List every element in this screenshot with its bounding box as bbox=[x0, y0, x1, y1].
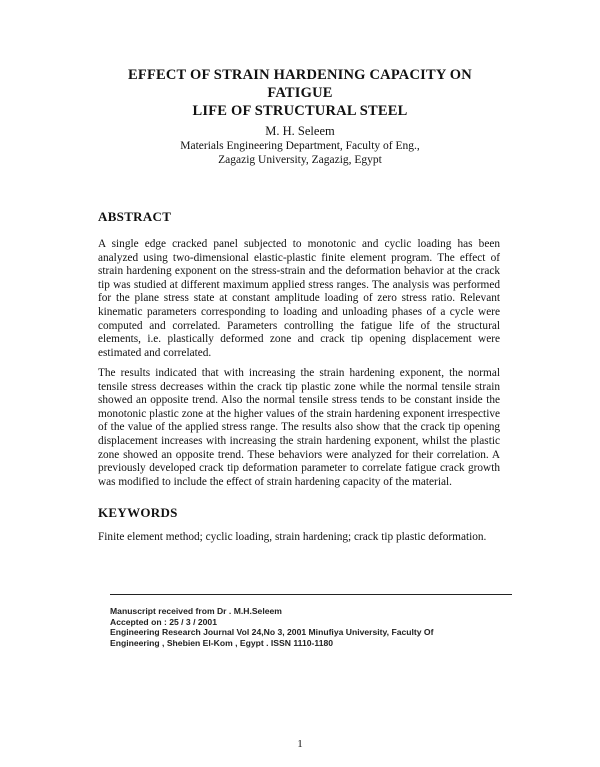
author-name: M. H. Seleem bbox=[265, 124, 335, 138]
abstract-paragraph-2: The results indicated that with increasing the strain hardening exponent, the normal tensile stress decreases within the crack tip plastic zone while the normal tensile strain showed an opposite trend. Also the normal tensile stress tends to be constant inside the monotonic plastic zone at the higher values of the strain hardening exponent irrespective of the value of the applied stress range. The results also show that the crack tip opening displacement increases with increasing the strain hardening exponent, whilst the plastic zone showed an opposite trend. These behaviors were analyzed for their correlation. A previously developed crack tip deformation parameter to correlate fatigue crack growth was modified to include the effect of strain hardening capacity of the material. bbox=[98, 367, 500, 488]
paper-title-line-1: EFFECT OF STRAIN HARDENING CAPACITY ON FATIGUE bbox=[128, 67, 472, 101]
page-number: 1 bbox=[297, 738, 303, 750]
footnote-journal: Engineering Research Journal Vol 24,No 3, 2001 Minufiya University, Faculty Of bbox=[110, 627, 434, 638]
abstract-paragraph-1: A single edge cracked panel subjected to monotonic and cyclic loading has been analyzed using two-dimensional elastic-plastic finite element program. The effect of strain hardening exponent on the stress-strain and the deformation behavior at the crack tip was studied at different maximum applied stress ranges. The analysis was performed for the plane stress state at constant amplitude loading of zero stress ratio. Relevant kinematic parameters corresponding to loading and unloading phases of a cycle were computed and correlated. Parameters controlling the fatigue life of the structural elements, i.e. plastically deformed zone and crack tip opening displacement were estimated and correlated. bbox=[98, 238, 500, 359]
keywords-heading: KEYWORDS bbox=[98, 505, 178, 520]
keywords-text: Finite element method; cyclic loading, strain hardening; crack tip plastic deformation. bbox=[98, 531, 487, 543]
footnote-received: Manuscript received from Dr . M.H.Seleem bbox=[110, 606, 282, 616]
manuscript-footnote bbox=[110, 606, 520, 648]
footnote-accepted: Accepted on : 25 / 3 / 2001 bbox=[110, 616, 217, 627]
paper-title-line-2: LIFE OF STRUCTURAL STEEL bbox=[192, 103, 408, 119]
footnote-journal-cont: Engineering , Shebien El-Kom , Egypt . ISSN 1110-1180 bbox=[110, 637, 334, 648]
footnote-divider bbox=[110, 594, 512, 595]
paper-title bbox=[100, 66, 500, 120]
affiliation-line-2: Zagazig University, Zagazig, Egypt bbox=[218, 154, 382, 166]
author-affiliation bbox=[100, 139, 500, 167]
affiliation-line-1: Materials Engineering Department, Faculty of Eng., bbox=[180, 140, 420, 152]
abstract-heading: ABSTRACT bbox=[98, 209, 172, 224]
